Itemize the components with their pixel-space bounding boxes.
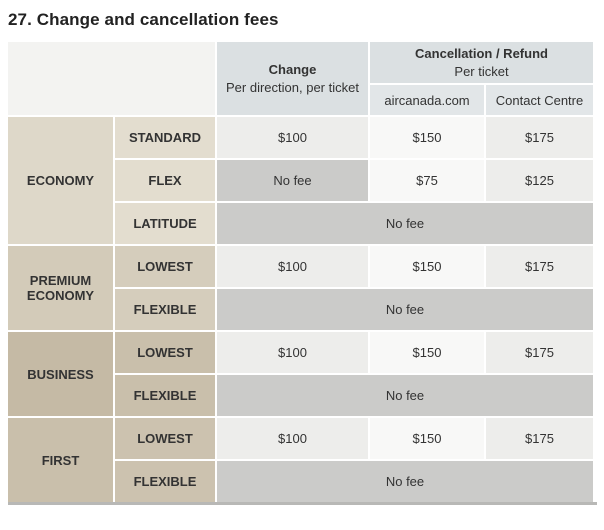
header-cancellation-group <box>370 42 593 83</box>
fare-cell: FLEX <box>115 160 215 201</box>
fare-cell: LOWEST <box>115 246 215 287</box>
fee-contact-cell: $175 <box>486 332 593 373</box>
fee-all-cell: No fee <box>217 203 593 244</box>
fee-change-cell: $100 <box>217 332 368 373</box>
table-row <box>8 246 593 287</box>
fee-all-cell: No fee <box>217 461 593 502</box>
fee-change-cell: $100 <box>217 117 368 158</box>
table-row <box>8 117 593 158</box>
fare-cell: STANDARD <box>115 117 215 158</box>
cabin-cell-business: BUSINESS <box>8 332 113 416</box>
fee-all-cell: No fee <box>217 289 593 330</box>
fare-cell: FLEXIBLE <box>115 289 215 330</box>
table-bottom-border <box>8 502 597 505</box>
fee-contact-cell: $175 <box>486 117 593 158</box>
fee-web-cell: $75 <box>370 160 484 201</box>
fee-change-cell: $100 <box>217 246 368 287</box>
table-row <box>8 332 593 373</box>
fee-all-cell: No fee <box>217 375 593 416</box>
cabin-cell-economy: ECONOMY <box>8 117 113 244</box>
fare-cell: FLEXIBLE <box>115 375 215 416</box>
fee-web-cell: $150 <box>370 117 484 158</box>
cabin-cell-first: FIRST <box>8 418 113 502</box>
header-channel-contact-centre: Contact Centre <box>486 85 593 115</box>
cabin-cell-premium-economy: PREMIUM ECONOMY <box>8 246 113 330</box>
fee-web-cell: $150 <box>370 332 484 373</box>
fee-change-cell: No fee <box>217 160 368 201</box>
header-change-column <box>217 42 368 115</box>
fee-contact-cell: $175 <box>486 418 593 459</box>
fare-cell: LOWEST <box>115 418 215 459</box>
page-title: 27. Change and cancellation fees <box>8 10 279 29</box>
fee-web-cell: $150 <box>370 418 484 459</box>
fees-table <box>6 40 595 504</box>
fare-cell: LOWEST <box>115 332 215 373</box>
fee-contact-cell: $175 <box>486 246 593 287</box>
fare-cell: FLEXIBLE <box>115 461 215 502</box>
header-blank-cell <box>8 42 215 115</box>
table-row <box>8 418 593 459</box>
cancellation-header-subtitle: Per ticket <box>454 63 509 79</box>
change-header-subtitle: Per direction, per ticket <box>226 79 359 95</box>
fee-web-cell: $150 <box>370 246 484 287</box>
fee-contact-cell: $125 <box>486 160 593 201</box>
header-channel-aircanada: aircanada.com <box>370 85 484 115</box>
fee-change-cell: $100 <box>217 418 368 459</box>
fare-cell: LATITUDE <box>115 203 215 244</box>
cancellation-header-title: Cancellation / Refund <box>415 45 548 61</box>
change-header-title: Change <box>268 61 317 77</box>
